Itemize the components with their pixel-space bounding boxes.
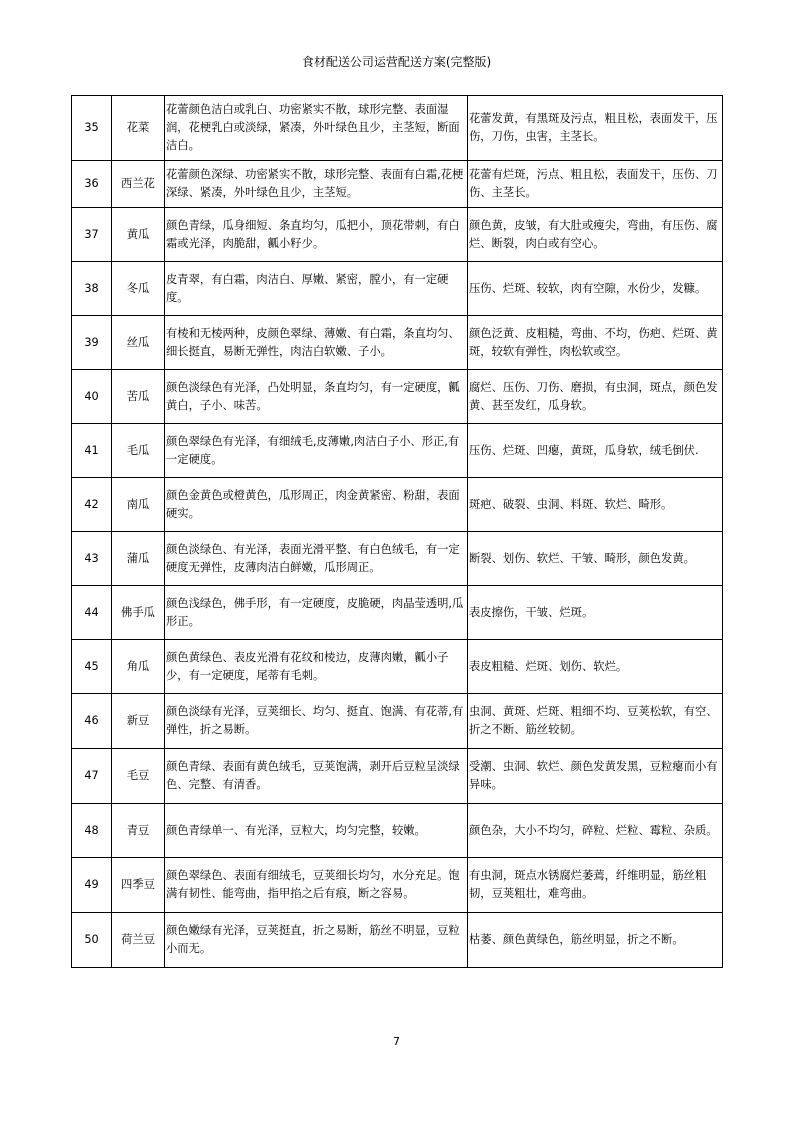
table-row: [72, 262, 723, 316]
table-body: [72, 96, 723, 968]
vegetable-name-cell: 花菜: [112, 96, 165, 161]
quality-standard-cell: 有棱和无棱两种，皮颜色翠绿、薄嫩、有白霜，条直均匀、细长挺直，易断无弹性，肉洁白软嫩、子小。: [165, 316, 468, 370]
vegetable-name-cell: 蒲瓜: [112, 532, 165, 586]
row-number-cell: 47: [72, 749, 112, 804]
table-row: [72, 316, 723, 370]
rejection-criteria-cell: 压伤、烂斑、凹瘪，黄斑，瓜身软，绒毛倒伏.: [468, 424, 723, 478]
rejection-criteria-cell: 颜色杂，大小不均匀，碎粒、烂粒、霉粒、杂质。: [468, 804, 723, 858]
vegetable-name-cell: 佛手瓜: [112, 586, 165, 640]
row-number-cell: 50: [72, 913, 112, 968]
page-header-title: 食材配送公司运营配送方案(完整版): [301, 55, 492, 69]
table-row: [72, 694, 723, 749]
quality-standard-cell: 颜色翠绿色有光泽，有细绒毛,皮薄嫩,肉洁白子小、形正,有一定硬度。: [165, 424, 468, 478]
vegetable-name-cell: 新豆: [112, 694, 165, 749]
quality-standard-cell: 颜色翠绿色、表面有细绒毛，豆荚细长均匀，水分充足。饱满有韧性、能弯曲，指甲掐之后有痕，断之容易。: [165, 858, 468, 913]
row-number-cell: 46: [72, 694, 112, 749]
rejection-criteria-cell: 花蕾有烂斑，污点、粗且松，表面发干，压伤、刀伤、主茎长。: [468, 161, 723, 208]
table-row: [72, 96, 723, 161]
row-number-cell: 41: [72, 424, 112, 478]
table-row: [72, 478, 723, 532]
vegetable-name-cell: 黄瓜: [112, 208, 165, 262]
quality-standard-cell: 皮青翠，有白霜，肉洁白、厚嫩、紧密，膛小，有一定硬度。: [165, 262, 468, 316]
vegetable-name-cell: 四季豆: [112, 858, 165, 913]
quality-standard-cell: 颜色淡绿色有光泽，凸处明显，条直均匀，有一定硬度，瓤黄白，子小、味苦。: [165, 370, 468, 424]
table-row: [72, 749, 723, 804]
table-row: [72, 208, 723, 262]
row-number-cell: 49: [72, 858, 112, 913]
table-row: [72, 804, 723, 858]
quality-standard-cell: 颜色青绿、表面有黄色绒毛，豆荚饱满，剥开后豆粒呈淡绿色、完整、有清香。: [165, 749, 468, 804]
quality-standard-cell: 颜色青绿单一、有光泽，豆粒大，均匀完整，较嫩。: [165, 804, 468, 858]
vegetable-name-cell: 荷兰豆: [112, 913, 165, 968]
vegetable-name-cell: 冬瓜: [112, 262, 165, 316]
rejection-criteria-cell: 颜色黄，皮皱，有大肚或瘦尖，弯曲，有压伤、腐烂、断裂，肉白或有空心。: [468, 208, 723, 262]
quality-standard-cell: 颜色淡绿色、有光泽，表面光滑平整、有白色绒毛，有一定硬度无弹性，皮薄肉洁白鲜嫩，瓜形周正。: [165, 532, 468, 586]
quality-standard-cell: 颜色黄绿色、表皮光滑有花纹和棱边，皮薄肉嫩，瓤小子少，有一定硬度，尾蒂有毛刺。: [165, 640, 468, 694]
row-number-cell: 45: [72, 640, 112, 694]
quality-standard-cell: 颜色嫩绿有光泽，豆荚挺直，折之易断，筋丝不明显，豆粒小而无。: [165, 913, 468, 968]
rejection-criteria-cell: 虫洞、黄斑、烂斑、粗细不均、豆荚松软，有空、折之不断、筋丝较韧。: [468, 694, 723, 749]
vegetable-quality-table: [71, 95, 723, 968]
quality-standard-cell: 花蕾颜色洁白或乳白、功密紧实不散，球形完整、表面湿润，花梗乳白或淡绿，紧凑，外叶绿色且少，主茎短，断面洁白。: [165, 96, 468, 161]
table-row: [72, 370, 723, 424]
row-number-cell: 39: [72, 316, 112, 370]
table-row: [72, 586, 723, 640]
rejection-criteria-cell: 枯萎、颜色黄绿色，筋丝明显，折之不断。: [468, 913, 723, 968]
rejection-criteria-cell: 表皮擦伤，干皱、烂斑。: [468, 586, 723, 640]
rejection-criteria-cell: 受潮、虫洞、软烂、颜色发黄发黑，豆粒瘪而小有异味。: [468, 749, 723, 804]
row-number-cell: 36: [72, 161, 112, 208]
page-number: 7: [393, 1035, 400, 1048]
table-row: [72, 532, 723, 586]
rejection-criteria-cell: 腐烂、压伤、刀伤、磨损，有虫洞，斑点，颜色发黄、甚至发红，瓜身软。: [468, 370, 723, 424]
rejection-criteria-cell: 有虫洞，斑点水锈腐烂萎蔫，纤维明显，筋丝粗韧，豆荚粗壮，难弯曲。: [468, 858, 723, 913]
rejection-criteria-cell: 颜色泛黄、皮粗糙，弯曲、不均，伤疤、烂斑、黄斑，较软有弹性，肉松软或空。: [468, 316, 723, 370]
quality-standard-cell: 颜色青绿，瓜身细短、条直均匀，瓜把小，顶花带刺，有白霜或光泽，肉脆甜，瓤小籽少。: [165, 208, 468, 262]
table-row: [72, 161, 723, 208]
vegetable-name-cell: 毛瓜: [112, 424, 165, 478]
table-row: [72, 424, 723, 478]
row-number-cell: 43: [72, 532, 112, 586]
row-number-cell: 48: [72, 804, 112, 858]
rejection-criteria-cell: 斑疤、破裂、虫洞、料斑、软烂、畸形。: [468, 478, 723, 532]
row-number-cell: 35: [72, 96, 112, 161]
vegetable-name-cell: 角瓜: [112, 640, 165, 694]
vegetable-name-cell: 毛豆: [112, 749, 165, 804]
quality-standard-cell: 花蕾颜色深绿、功密紧实不散，球形完整、表面有白霜,花梗深绿、紧凑，外叶绿色且少，主茎短。: [165, 161, 468, 208]
rejection-criteria-cell: 花蕾发黄，有黑斑及污点，粗且松，表面发干，压伤，刀伤，虫害，主茎长。: [468, 96, 723, 161]
vegetable-name-cell: 苦瓜: [112, 370, 165, 424]
row-number-cell: 38: [72, 262, 112, 316]
rejection-criteria-cell: 表皮粗糙、烂斑、划伤、软烂。: [468, 640, 723, 694]
quality-standard-cell: 颜色浅绿色，佛手形，有一定硬度，皮脆硬，肉晶莹透明,瓜形正。: [165, 586, 468, 640]
quality-standard-cell: 颜色淡绿有光泽，豆荚细长、均匀、挺直、饱满、有花蒂,有弹性，折之易断。: [165, 694, 468, 749]
vegetable-name-cell: 西兰花: [112, 161, 165, 208]
row-number-cell: 37: [72, 208, 112, 262]
table-row: [72, 913, 723, 968]
table-row: [72, 640, 723, 694]
row-number-cell: 42: [72, 478, 112, 532]
row-number-cell: 40: [72, 370, 112, 424]
rejection-criteria-cell: 断裂、划伤、软烂、干皱、畸形，颜色发黄。: [468, 532, 723, 586]
quality-standard-cell: 颜色金黄色或橙黄色，瓜形周正，肉金黄紧密、粉甜，表面硬实。: [165, 478, 468, 532]
rejection-criteria-cell: 压伤、烂斑、较软，肉有空隙，水份少，发糠。: [468, 262, 723, 316]
row-number-cell: 44: [72, 586, 112, 640]
vegetable-name-cell: 南瓜: [112, 478, 165, 532]
vegetable-name-cell: 青豆: [112, 804, 165, 858]
vegetable-name-cell: 丝瓜: [112, 316, 165, 370]
table-row: [72, 858, 723, 913]
